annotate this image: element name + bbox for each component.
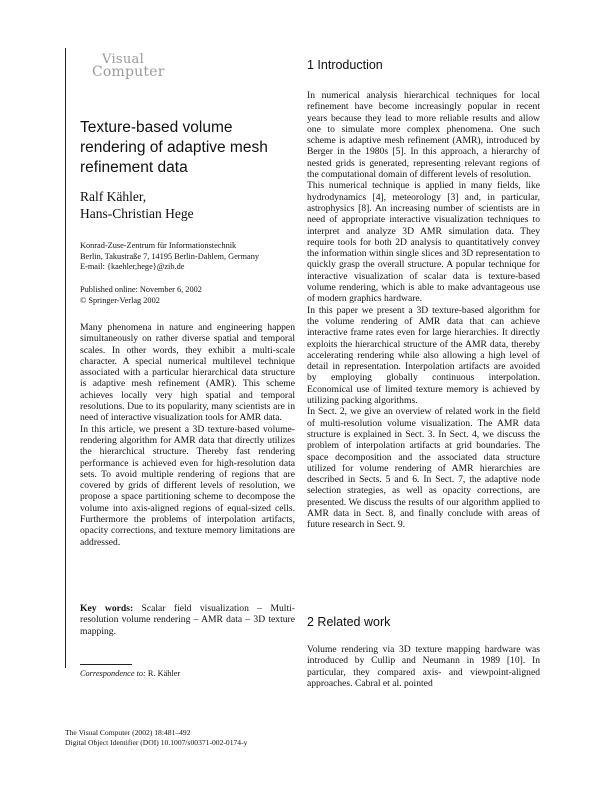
- keywords-text: Scalar field visualization – Multi-resolution volume rendering – AMR data – 3D texture mapping.: [80, 603, 295, 637]
- author-list: [80, 188, 280, 222]
- section-heading-related-work: 2 Related work: [307, 615, 391, 629]
- left-margin-rule: [65, 48, 66, 668]
- author-2: Hans-Christian Hege: [80, 206, 194, 221]
- footer-doi: Digital Object Identifier (DOI) 10.1007/s00371-002-0174-y: [65, 737, 248, 747]
- paper-title: Texture-based volume rendering of adaptive mesh refinement data: [80, 119, 268, 176]
- body-paragraph: In Sect. 2, we give an overview of related work in the field of multi-resolution volume visualization. The AMR data structure is explained in Sect. 3. In Sect. 4, we discuss the problem of interpolation artifacts at grid boundaries. The space decomposition and the associated data structure utilized for volume rendering of AMR hierarchies are described in Sects. 5 and 6. In Sect. 7, the adaptive node selection strategies, as well as opacity corrections, are presented. We discuss the results of our algorithm applied to AMR data in Sect. 8, and finally conclude with areas of future research in Sect. 9.: [307, 406, 540, 531]
- published-date: Published online: November 6, 2002: [80, 285, 202, 294]
- journal-logo-line1: Visual: [102, 52, 145, 67]
- journal-logo-line2: Computer: [92, 64, 165, 80]
- footer-citation: The Visual Computer (2002) 18:481–492: [65, 728, 191, 737]
- introduction-body: [307, 90, 540, 531]
- section-heading-introduction: 1 Introduction: [307, 58, 383, 72]
- page-footer: [65, 728, 365, 748]
- affiliation-line: Berlin, Takustraße 7, 14195 Berlin-Dahlem, Germany: [80, 251, 259, 261]
- correspondence: [80, 669, 295, 680]
- body-paragraph: Volume rendering via 3D texture mapping hardware was introduced by Cullip and Neumann in 1989 [10]. In particular, they compared axis- and viewpoint-aligned approaches. Cabral et al. pointed: [307, 644, 540, 689]
- body-paragraph: This numerical technique is applied in many fields, like hydrodynamics [4], meteorology [3] and, in particular, astrophysics [8]. An increasing number of scientists are in need of appropriate interactive visualization techniques to interpret and analyze 3D AMR simulation data. They require tools for both 2D analysis to quantitatively convey the information within single slices and 3D representation to quickly grasp the overall structure. A popular technique for interactive visualization of scalar data is texture-based volume rendering, which is able to make advantageous use of modern graphics hardware.: [307, 180, 540, 305]
- body-paragraph: In this paper we present a 3D texture-based algorithm for the volume rendering of AMR data that can achieve interactive frame rates even for large hierarchies. It directly exploits the hierarchical structure of the AMR data, thereby accelerating rendering while also allowing a high level of detail in representation. Interpolation artifacts are avoided by employing globally continuous interpolation. Economical use of limited texture memory is achieved by utilizing packing algorithms.: [307, 304, 540, 407]
- correspondence-label: Correspondence to:: [80, 669, 146, 678]
- affiliation-email: E-mail: {kaehler,hege}@zib.de: [80, 262, 185, 271]
- journal-logo: [92, 54, 165, 78]
- abstract-paragraph: Many phenomena in nature and engineering happen simultaneously on rather diverse spatial and temporal scales. In other words, they exhibit a multi-scale character. A special numerical multilevel technique associated with a particular hierarchical data structure is adaptive mesh refinement (AMR). This scheme achieves locally very high spatial and temporal resolutions. Due to its popularity, many scientists are in need of interactive visualization tools for AMR data.: [80, 322, 295, 424]
- abstract-paragraph: In this article, we present a 3D texture-based volume-rendering algorithm for AMR data that directly utilizes the hierarchical structure. Thereby fast rendering performance is achieved even for high-resolution data sets. To avoid multiple rendering of regions that are covered by grids of different levels of resolution, we propose a space partitioning scheme to decompose the volume into axis-aligned regions of equal-sized cells. Furthermore the problems of interpolation artifacts, opacity corrections, and texture memory limitations are addressed.: [80, 423, 295, 548]
- related-work-body: [307, 644, 540, 689]
- keywords-label: Key words:: [80, 603, 134, 614]
- publication-info: [80, 285, 295, 306]
- affiliation: [80, 241, 295, 273]
- abstract: [80, 322, 295, 548]
- correspondence-name: R. Kähler: [145, 669, 181, 678]
- correspondence-rule: [80, 664, 132, 665]
- author-1: Ralf Kähler,: [80, 189, 147, 204]
- affiliation-line: Konrad-Zuse-Zentrum für Informationstechnik: [80, 241, 237, 250]
- body-paragraph: In numerical analysis hierarchical techniques for local refinement have become increasingly popular in recent years because they lead to more reliable results and allow one to simulate more complex phenomena. One such scheme is adaptive mesh refinement (AMR), introduced by Berger in the 1980s [5]. In this approach, a hierarchy of nested grids is generated, representing relevant regions of the computational domain of different levels of resolution.: [307, 90, 540, 181]
- copyright: © Springer-Verlag 2002: [80, 295, 160, 305]
- keywords: [80, 603, 295, 637]
